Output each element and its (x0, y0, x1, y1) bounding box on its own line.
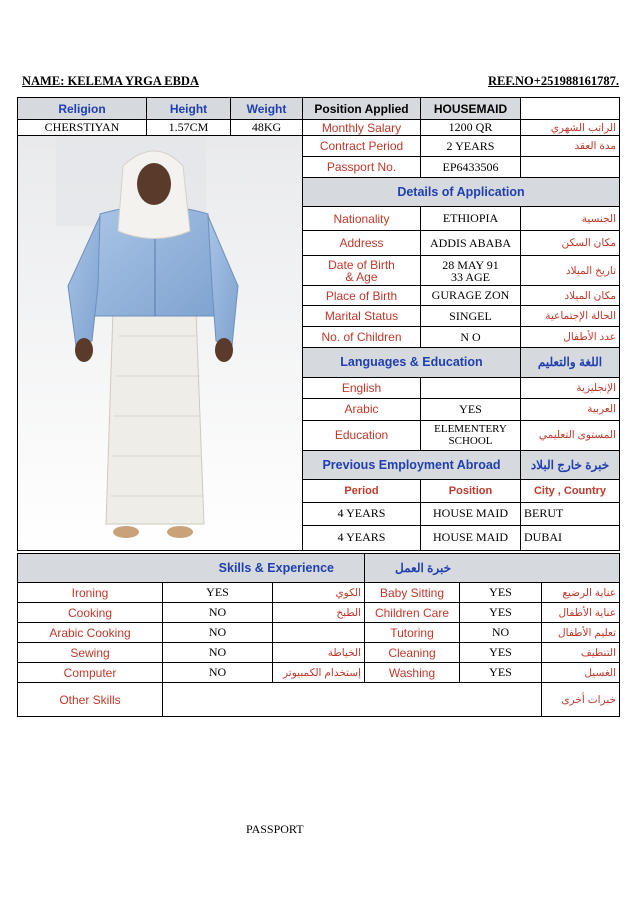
employment-row-position: HOUSE MAID (421, 525, 521, 550)
skill-ar: الخياطة (273, 643, 365, 663)
employment-section-title-ar: خبرة خارج البلاد (521, 450, 620, 479)
employment-section-title: Previous Employment Abroad (303, 450, 521, 479)
skill-value: YES (460, 643, 542, 663)
application-form (17, 97, 620, 551)
skill-ar: الغسيل (542, 663, 620, 683)
skill-ar (273, 623, 365, 643)
employment-row-period: 4 YEARS (303, 525, 421, 550)
skill-label: Tutoring (365, 623, 460, 643)
candidate-photo (18, 136, 303, 551)
children-ar: عدد الأطفال (521, 327, 620, 348)
contract-period-ar: مدة العقد (521, 136, 620, 157)
skill-ar: تعليم الأطفال (542, 623, 620, 643)
height-label: Height (147, 98, 231, 120)
monthly-salary-value: 1200 QR (421, 120, 521, 136)
marital-status-ar: الحالة الإجتماعية (521, 306, 620, 327)
other-skills-ar: خبرات أخرى (542, 683, 620, 717)
skill-label: Arabic Cooking (18, 623, 163, 643)
candidate-name: NAME: KELEMA YRGA EBDA (22, 74, 199, 88)
skill-value: NO (163, 623, 273, 643)
other-skills-value (163, 683, 542, 717)
address-ar: مكان السكن (521, 231, 620, 256)
children-label: No. of Children (303, 327, 421, 348)
weight-value: 48KG (231, 120, 303, 136)
height-value: 1.57CM (147, 120, 231, 136)
english-value (421, 377, 521, 398)
skill-label: Cleaning (365, 643, 460, 663)
contract-period-value: 2 YEARS (421, 136, 521, 157)
place-of-birth-ar: مكان الميلاد (521, 286, 620, 306)
position-applied-value: HOUSEMAID (421, 98, 521, 120)
marital-status-label: Marital Status (303, 306, 421, 327)
marital-status-value: SINGEL (421, 306, 521, 327)
skill-ar: إستخدام الكمبيوتر (273, 663, 365, 683)
arabic-label: Arabic (303, 398, 421, 420)
skills-section-title-ar: خبرة العمل (365, 554, 620, 583)
employment-row-position: HOUSE MAID (421, 502, 521, 525)
monthly-salary-label: Monthly Salary (303, 120, 421, 136)
details-section-title: Details of Application (303, 178, 620, 207)
education-ar: المستوى التعليمي (521, 420, 620, 450)
other-skills-label: Other Skills (18, 683, 163, 717)
skill-label: Washing (365, 663, 460, 683)
skill-ar: عناية الرضيع (542, 583, 620, 603)
education-value-line2: SCHOOL (448, 435, 493, 448)
nationality-value: ETHIOPIA (421, 207, 521, 231)
skills-section-title: Skills & Experience (18, 554, 365, 583)
arabic-value: YES (421, 398, 521, 420)
skill-ar: التنظيف (542, 643, 620, 663)
passport-label: Passport No. (303, 157, 421, 178)
skill-label: Children Care (365, 603, 460, 623)
skill-value: NO (460, 623, 542, 643)
skill-value: YES (460, 603, 542, 623)
photo-illustration (18, 136, 302, 550)
passport-footer-label: PASSPORT (246, 822, 304, 836)
skill-ar: الطبخ (273, 603, 365, 623)
nationality-ar: الجنسية (521, 207, 620, 231)
position-applied-label: Position Applied (303, 98, 421, 120)
dob-value-date: 28 MAY 91 (442, 257, 499, 272)
dob-value-age: 33 AGE (451, 269, 490, 284)
skill-value: YES (163, 583, 273, 603)
skills-table (17, 553, 620, 717)
skill-value: YES (460, 663, 542, 683)
skill-value: NO (163, 643, 273, 663)
nationality-label: Nationality (303, 207, 421, 231)
skill-label: Cooking (18, 603, 163, 623)
weight-label: Weight (231, 98, 303, 120)
religion-value: CHERSTIYAN (18, 120, 147, 136)
employment-col-location: City , Country (521, 479, 620, 502)
english-ar: الإنجليزية (521, 377, 620, 398)
skill-label: Ironing (18, 583, 163, 603)
languages-section-title-ar: اللغة والتعليم (521, 348, 620, 377)
skill-value: NO (163, 663, 273, 683)
skill-label: Computer (18, 663, 163, 683)
skill-ar: الكوي (273, 583, 365, 603)
english-label: English (303, 377, 421, 398)
languages-section-title: Languages & Education (303, 348, 521, 377)
employment-row-period: 4 YEARS (303, 502, 421, 525)
employment-col-period: Period (303, 479, 421, 502)
skill-label: Baby Sitting (365, 583, 460, 603)
religion-label: Religion (18, 98, 147, 120)
skill-value: NO (163, 603, 273, 623)
education-value (421, 420, 521, 450)
children-value: N O (421, 327, 521, 348)
skill-label: Sewing (18, 643, 163, 663)
address-label: Address (303, 231, 421, 256)
reference-number: REF.NO+251988161787. (488, 74, 619, 88)
dob-label (303, 256, 421, 286)
employment-row-location: BERUT (521, 502, 620, 525)
education-value-line1: ELEMENTERY (434, 423, 507, 436)
place-of-birth-value: GURAGE ZON (421, 286, 521, 306)
employment-row-location: DUBAI (521, 525, 620, 550)
dob-ar: تاريخ الميلاد (521, 256, 620, 286)
monthly-salary-ar: الراتب الشهري (521, 120, 620, 136)
dob-value (421, 256, 521, 286)
contract-period-label: Contract Period (303, 136, 421, 157)
skill-value: YES (460, 583, 542, 603)
place-of-birth-label: Place of Birth (303, 286, 421, 306)
arabic-ar: العربية (521, 398, 620, 420)
education-label: Education (303, 420, 421, 450)
address-value: ADDIS ABABA (421, 231, 521, 256)
employment-col-position: Position (421, 479, 521, 502)
dob-label-line1: Date of Birth (328, 257, 395, 272)
dob-label-line2: & Age (345, 269, 378, 284)
passport-value: EP6433506 (421, 157, 521, 178)
skill-ar: عناية الأطفال (542, 603, 620, 623)
